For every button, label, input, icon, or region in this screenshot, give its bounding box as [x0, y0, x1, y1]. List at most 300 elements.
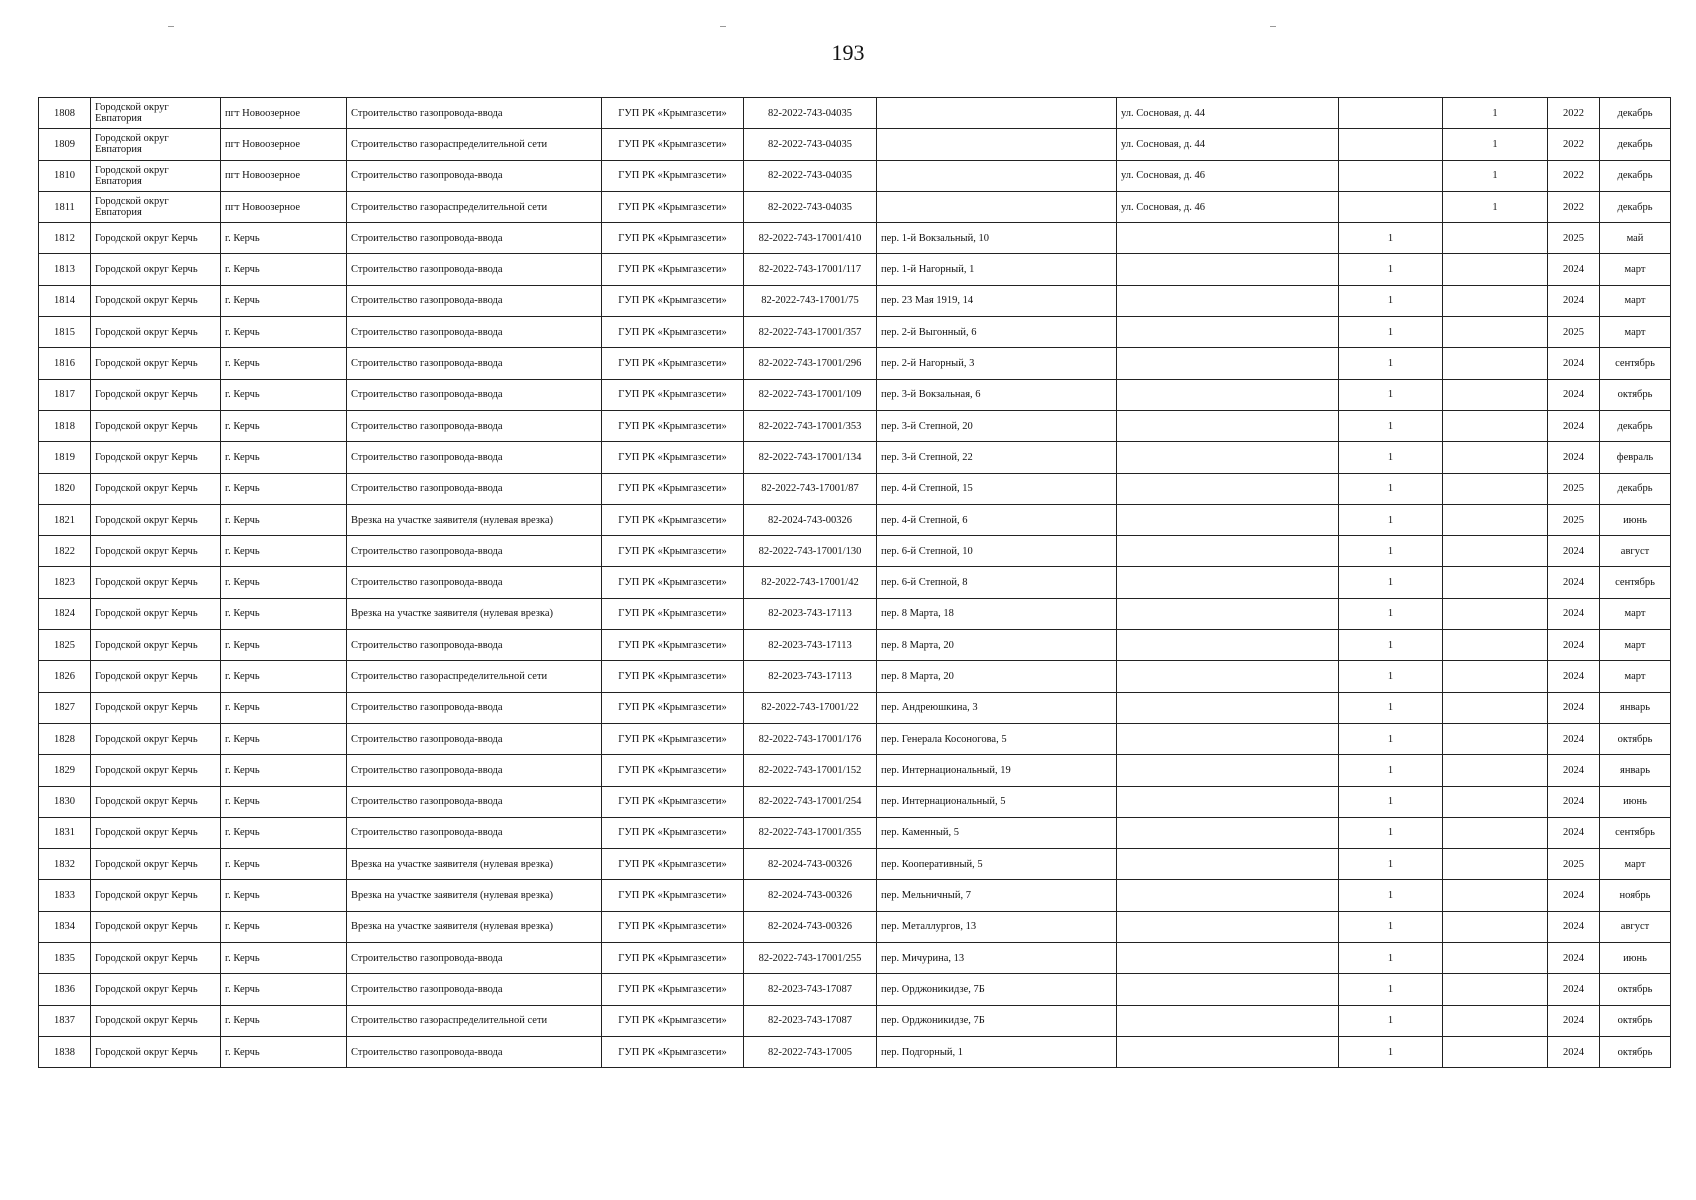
row-number: 1831	[39, 817, 91, 848]
row-number: 1835	[39, 943, 91, 974]
address-cell: пер. Андреюшкина, 3	[877, 692, 1117, 723]
address-cell: пер. 4-й Степной, 6	[877, 504, 1117, 535]
month-cell: январь	[1600, 755, 1671, 786]
work-type-cell: Строительство газопровода-ввода	[347, 1036, 602, 1067]
work-type-cell: Строительство газопровода-ввода	[347, 630, 602, 661]
okrug-cell: Городской округ Керчь	[91, 849, 221, 880]
locality-cell: г. Керчь	[221, 379, 347, 410]
count-cell: 1	[1339, 598, 1443, 629]
locality-cell: пгт Новоозерное	[221, 98, 347, 129]
count-cell: 1	[1339, 786, 1443, 817]
table-row	[39, 379, 1671, 410]
registry-code-cell: 82-2022-743-17001/75	[744, 285, 877, 316]
month-cell: октябрь	[1600, 723, 1671, 754]
row-number: 1826	[39, 661, 91, 692]
row-number: 1811	[39, 191, 91, 222]
organization-cell: ГУП РК «Крымгазсети»	[602, 536, 744, 567]
row-number: 1816	[39, 348, 91, 379]
address-cell	[877, 160, 1117, 191]
address-cell: пер. 8 Марта, 18	[877, 598, 1117, 629]
year-cell: 2022	[1548, 191, 1600, 222]
row-number: 1822	[39, 536, 91, 567]
count-alt-cell	[1443, 410, 1548, 441]
table-row	[39, 160, 1671, 191]
address-alt-cell	[1117, 567, 1339, 598]
registry-code-cell: 82-2023-743-17113	[744, 598, 877, 629]
year-cell: 2025	[1548, 317, 1600, 348]
table-row	[39, 473, 1671, 504]
registry-code-cell: 82-2022-743-17001/357	[744, 317, 877, 348]
address-cell: пер. 1-й Нагорный, 1	[877, 254, 1117, 285]
table-row	[39, 1005, 1671, 1036]
month-cell: ноябрь	[1600, 880, 1671, 911]
row-number: 1809	[39, 129, 91, 160]
table-row	[39, 504, 1671, 535]
address-alt-cell	[1117, 817, 1339, 848]
count-cell: 1	[1339, 317, 1443, 348]
locality-cell: г. Керчь	[221, 504, 347, 535]
okrug-cell: Городской округ Керчь	[91, 880, 221, 911]
address-cell: пер. Мельничный, 7	[877, 880, 1117, 911]
registry-code-cell: 82-2022-743-17001/152	[744, 755, 877, 786]
okrug-cell: Городской округ Керчь	[91, 223, 221, 254]
year-cell: 2024	[1548, 1036, 1600, 1067]
row-number: 1817	[39, 379, 91, 410]
table-row	[39, 786, 1671, 817]
count-cell	[1339, 129, 1443, 160]
year-cell: 2025	[1548, 849, 1600, 880]
count-alt-cell	[1443, 536, 1548, 567]
registry-code-cell: 82-2022-743-17001/176	[744, 723, 877, 754]
table-row	[39, 692, 1671, 723]
address-cell: пер. Подгорный, 1	[877, 1036, 1117, 1067]
month-cell: июнь	[1600, 504, 1671, 535]
count-alt-cell	[1443, 692, 1548, 723]
count-cell: 1	[1339, 880, 1443, 911]
row-number: 1832	[39, 849, 91, 880]
address-cell	[877, 129, 1117, 160]
address-cell: пер. 3-й Степной, 22	[877, 442, 1117, 473]
locality-cell: г. Керчь	[221, 567, 347, 598]
row-number: 1810	[39, 160, 91, 191]
locality-cell: г. Керчь	[221, 348, 347, 379]
work-type-cell: Строительство газопровода-ввода	[347, 223, 602, 254]
year-cell: 2024	[1548, 348, 1600, 379]
okrug-cell: Городской округ Керчь	[91, 567, 221, 598]
registry-code-cell: 82-2022-743-17001/410	[744, 223, 877, 254]
count-cell: 1	[1339, 723, 1443, 754]
work-type-cell: Врезка на участке заявителя (нулевая врезка)	[347, 880, 602, 911]
registry-code-cell: 82-2022-743-17001/22	[744, 692, 877, 723]
address-cell: пер. 6-й Степной, 8	[877, 567, 1117, 598]
okrug-cell: Городской округ Керчь	[91, 285, 221, 316]
count-alt-cell	[1443, 348, 1548, 379]
year-cell: 2024	[1548, 410, 1600, 441]
work-type-cell: Строительство газопровода-ввода	[347, 442, 602, 473]
row-number: 1837	[39, 1005, 91, 1036]
locality-cell: г. Керчь	[221, 410, 347, 441]
table-row	[39, 410, 1671, 441]
year-cell: 2022	[1548, 98, 1600, 129]
organization-cell: ГУП РК «Крымгазсети»	[602, 98, 744, 129]
locality-cell: г. Керчь	[221, 786, 347, 817]
locality-cell: г. Керчь	[221, 974, 347, 1005]
count-alt-cell	[1443, 567, 1548, 598]
okrug-cell: Городской округ Керчь	[91, 817, 221, 848]
table-row	[39, 254, 1671, 285]
count-alt-cell: 1	[1443, 191, 1548, 222]
organization-cell: ГУП РК «Крымгазсети»	[602, 974, 744, 1005]
month-cell: декабрь	[1600, 98, 1671, 129]
count-cell: 1	[1339, 536, 1443, 567]
row-number: 1838	[39, 1036, 91, 1067]
year-cell: 2024	[1548, 442, 1600, 473]
count-alt-cell	[1443, 817, 1548, 848]
year-cell: 2024	[1548, 974, 1600, 1005]
organization-cell: ГУП РК «Крымгазсети»	[602, 786, 744, 817]
locality-cell: г. Керчь	[221, 692, 347, 723]
count-cell: 1	[1339, 755, 1443, 786]
address-alt-cell	[1117, 1036, 1339, 1067]
work-type-cell: Строительство газопровода-ввода	[347, 536, 602, 567]
address-alt-cell	[1117, 1005, 1339, 1036]
count-alt-cell	[1443, 661, 1548, 692]
work-type-cell: Строительство газораспределительной сети	[347, 1005, 602, 1036]
row-number: 1823	[39, 567, 91, 598]
address-cell: пер. 8 Марта, 20	[877, 661, 1117, 692]
row-number: 1828	[39, 723, 91, 754]
row-number: 1834	[39, 911, 91, 942]
address-alt-cell	[1117, 692, 1339, 723]
count-cell: 1	[1339, 285, 1443, 316]
count-alt-cell	[1443, 943, 1548, 974]
year-cell: 2024	[1548, 911, 1600, 942]
year-cell: 2024	[1548, 598, 1600, 629]
address-cell: пер. Орджоникидзе, 7Б	[877, 974, 1117, 1005]
registry-code-cell: 82-2023-743-17113	[744, 661, 877, 692]
month-cell: март	[1600, 630, 1671, 661]
address-cell: пер. 8 Марта, 20	[877, 630, 1117, 661]
table-row	[39, 880, 1671, 911]
work-type-cell: Строительство газопровода-ввода	[347, 755, 602, 786]
organization-cell: ГУП РК «Крымгазсети»	[602, 630, 744, 661]
gasification-schedule-table	[38, 97, 1671, 1068]
locality-cell: г. Керчь	[221, 1036, 347, 1067]
address-cell: пер. Металлургов, 13	[877, 911, 1117, 942]
locality-cell: г. Керчь	[221, 317, 347, 348]
registry-code-cell: 82-2024-743-00326	[744, 849, 877, 880]
address-alt-cell	[1117, 755, 1339, 786]
count-alt-cell	[1443, 1036, 1548, 1067]
count-cell: 1	[1339, 974, 1443, 1005]
month-cell: декабрь	[1600, 191, 1671, 222]
okrug-cell: Городской округ Керчь	[91, 911, 221, 942]
organization-cell: ГУП РК «Крымгазсети»	[602, 755, 744, 786]
month-cell: декабрь	[1600, 160, 1671, 191]
address-alt-cell	[1117, 630, 1339, 661]
registry-code-cell: 82-2022-743-17001/87	[744, 473, 877, 504]
count-alt-cell	[1443, 630, 1548, 661]
registry-code-cell: 82-2023-743-17087	[744, 1005, 877, 1036]
address-cell: пер. Мичурина, 13	[877, 943, 1117, 974]
count-alt-cell	[1443, 285, 1548, 316]
table-row	[39, 849, 1671, 880]
count-alt-cell	[1443, 1005, 1548, 1036]
row-number: 1818	[39, 410, 91, 441]
locality-cell: г. Керчь	[221, 880, 347, 911]
work-type-cell: Строительство газопровода-ввода	[347, 723, 602, 754]
count-alt-cell	[1443, 723, 1548, 754]
scan-speck	[168, 26, 174, 27]
work-type-cell: Врезка на участке заявителя (нулевая врезка)	[347, 504, 602, 535]
address-cell: пер. Интернациональный, 19	[877, 755, 1117, 786]
organization-cell: ГУП РК «Крымгазсети»	[602, 1036, 744, 1067]
month-cell: март	[1600, 254, 1671, 285]
registry-code-cell: 82-2022-743-17005	[744, 1036, 877, 1067]
work-type-cell: Строительство газопровода-ввода	[347, 974, 602, 1005]
registry-code-cell: 82-2022-743-17001/42	[744, 567, 877, 598]
organization-cell: ГУП РК «Крымгазсети»	[602, 348, 744, 379]
address-cell: пер. 6-й Степной, 10	[877, 536, 1117, 567]
organization-cell: ГУП РК «Крымгазсети»	[602, 129, 744, 160]
address-cell: пер. 23 Мая 1919, 14	[877, 285, 1117, 316]
work-type-cell: Строительство газораспределительной сети	[347, 129, 602, 160]
locality-cell: г. Керчь	[221, 442, 347, 473]
registry-code-cell: 82-2022-743-17001/353	[744, 410, 877, 441]
table-row	[39, 911, 1671, 942]
month-cell: октябрь	[1600, 974, 1671, 1005]
address-alt-cell	[1117, 880, 1339, 911]
locality-cell: г. Керчь	[221, 1005, 347, 1036]
month-cell: июнь	[1600, 786, 1671, 817]
count-cell: 1	[1339, 817, 1443, 848]
year-cell: 2024	[1548, 817, 1600, 848]
count-cell	[1339, 160, 1443, 191]
month-cell: январь	[1600, 692, 1671, 723]
address-cell: пер. Каменный, 5	[877, 817, 1117, 848]
year-cell: 2024	[1548, 786, 1600, 817]
address-cell: пер. Генерала Косоногова, 5	[877, 723, 1117, 754]
table-row	[39, 598, 1671, 629]
month-cell: сентябрь	[1600, 348, 1671, 379]
table-row	[39, 129, 1671, 160]
okrug-cell: Городской округ Керчь	[91, 317, 221, 348]
work-type-cell: Строительство газопровода-ввода	[347, 254, 602, 285]
row-number: 1829	[39, 755, 91, 786]
okrug-cell: Городской округ Евпатория	[91, 129, 221, 160]
locality-cell: г. Керчь	[221, 223, 347, 254]
count-alt-cell	[1443, 442, 1548, 473]
address-cell: пер. Орджоникидзе, 7Б	[877, 1005, 1117, 1036]
work-type-cell: Строительство газораспределительной сети	[347, 191, 602, 222]
count-alt-cell	[1443, 504, 1548, 535]
work-type-cell: Врезка на участке заявителя (нулевая врезка)	[347, 598, 602, 629]
organization-cell: ГУП РК «Крымгазсети»	[602, 191, 744, 222]
registry-code-cell: 82-2022-743-17001/109	[744, 379, 877, 410]
count-cell: 1	[1339, 1036, 1443, 1067]
okrug-cell: Городской округ Керчь	[91, 379, 221, 410]
row-number: 1808	[39, 98, 91, 129]
count-cell: 1	[1339, 348, 1443, 379]
locality-cell: г. Керчь	[221, 285, 347, 316]
month-cell: март	[1600, 849, 1671, 880]
registry-code-cell: 82-2022-743-17001/117	[744, 254, 877, 285]
address-cell: пер. 1-й Вокзальный, 10	[877, 223, 1117, 254]
okrug-cell: Городской округ Керчь	[91, 755, 221, 786]
work-type-cell: Строительство газопровода-ввода	[347, 786, 602, 817]
year-cell: 2024	[1548, 536, 1600, 567]
row-number: 1830	[39, 786, 91, 817]
registry-code-cell: 82-2022-743-04035	[744, 98, 877, 129]
month-cell: декабрь	[1600, 473, 1671, 504]
organization-cell: ГУП РК «Крымгазсети»	[602, 567, 744, 598]
address-alt-cell	[1117, 849, 1339, 880]
count-alt-cell: 1	[1443, 98, 1548, 129]
work-type-cell: Врезка на участке заявителя (нулевая врезка)	[347, 849, 602, 880]
address-alt-cell	[1117, 285, 1339, 316]
count-cell: 1	[1339, 473, 1443, 504]
table-row	[39, 755, 1671, 786]
organization-cell: ГУП РК «Крымгазсети»	[602, 379, 744, 410]
month-cell: сентябрь	[1600, 567, 1671, 598]
organization-cell: ГУП РК «Крымгазсети»	[602, 442, 744, 473]
okrug-cell: Городской округ Керчь	[91, 1005, 221, 1036]
organization-cell: ГУП РК «Крымгазсети»	[602, 1005, 744, 1036]
locality-cell: г. Керчь	[221, 723, 347, 754]
count-cell: 1	[1339, 442, 1443, 473]
month-cell: май	[1600, 223, 1671, 254]
row-number: 1813	[39, 254, 91, 285]
registry-code-cell: 82-2022-743-04035	[744, 191, 877, 222]
count-cell: 1	[1339, 692, 1443, 723]
organization-cell: ГУП РК «Крымгазсети»	[602, 817, 744, 848]
address-alt-cell	[1117, 442, 1339, 473]
registry-code-cell: 82-2024-743-00326	[744, 911, 877, 942]
month-cell: октябрь	[1600, 379, 1671, 410]
row-number: 1821	[39, 504, 91, 535]
year-cell: 2024	[1548, 880, 1600, 911]
address-alt-cell	[1117, 723, 1339, 754]
row-number: 1833	[39, 880, 91, 911]
okrug-cell: Городской округ Керчь	[91, 504, 221, 535]
okrug-cell: Городской округ Керчь	[91, 473, 221, 504]
okrug-cell: Городской округ Евпатория	[91, 191, 221, 222]
locality-cell: пгт Новоозерное	[221, 129, 347, 160]
address-cell: пер. 2-й Выгонный, 6	[877, 317, 1117, 348]
month-cell: декабрь	[1600, 410, 1671, 441]
organization-cell: ГУП РК «Крымгазсети»	[602, 254, 744, 285]
okrug-cell: Городской округ Евпатория	[91, 98, 221, 129]
table-body	[39, 98, 1671, 1068]
address-alt-cell: ул. Сосновая, д. 44	[1117, 129, 1339, 160]
address-alt-cell	[1117, 317, 1339, 348]
address-alt-cell: ул. Сосновая, д. 44	[1117, 98, 1339, 129]
count-cell: 1	[1339, 911, 1443, 942]
count-cell: 1	[1339, 504, 1443, 535]
okrug-cell: Городской округ Керчь	[91, 974, 221, 1005]
count-cell: 1	[1339, 379, 1443, 410]
work-type-cell: Строительство газопровода-ввода	[347, 285, 602, 316]
address-alt-cell	[1117, 254, 1339, 285]
work-type-cell: Строительство газопровода-ввода	[347, 348, 602, 379]
address-alt-cell: ул. Сосновая, д. 46	[1117, 191, 1339, 222]
okrug-cell: Городской округ Керчь	[91, 786, 221, 817]
address-cell: пер. 3-й Степной, 20	[877, 410, 1117, 441]
organization-cell: ГУП РК «Крымгазсети»	[602, 692, 744, 723]
count-cell: 1	[1339, 630, 1443, 661]
okrug-cell: Городской округ Керчь	[91, 442, 221, 473]
count-alt-cell	[1443, 598, 1548, 629]
table-row	[39, 348, 1671, 379]
work-type-cell: Строительство газопровода-ввода	[347, 410, 602, 441]
organization-cell: ГУП РК «Крымгазсети»	[602, 849, 744, 880]
table-row	[39, 943, 1671, 974]
month-cell: август	[1600, 911, 1671, 942]
count-alt-cell	[1443, 880, 1548, 911]
year-cell: 2025	[1548, 473, 1600, 504]
table-row	[39, 723, 1671, 754]
organization-cell: ГУП РК «Крымгазсети»	[602, 504, 744, 535]
count-alt-cell	[1443, 849, 1548, 880]
table-row	[39, 536, 1671, 567]
locality-cell: г. Керчь	[221, 943, 347, 974]
table-row	[39, 285, 1671, 316]
month-cell: март	[1600, 598, 1671, 629]
address-alt-cell	[1117, 410, 1339, 441]
work-type-cell: Строительство газопровода-ввода	[347, 379, 602, 410]
year-cell: 2024	[1548, 1005, 1600, 1036]
work-type-cell: Строительство газопровода-ввода	[347, 817, 602, 848]
month-cell: декабрь	[1600, 129, 1671, 160]
locality-cell: г. Керчь	[221, 536, 347, 567]
year-cell: 2024	[1548, 630, 1600, 661]
organization-cell: ГУП РК «Крымгазсети»	[602, 317, 744, 348]
row-number: 1812	[39, 223, 91, 254]
organization-cell: ГУП РК «Крымгазсети»	[602, 943, 744, 974]
work-type-cell: Строительство газопровода-ввода	[347, 317, 602, 348]
count-alt-cell	[1443, 911, 1548, 942]
okrug-cell: Городской округ Керчь	[91, 1036, 221, 1067]
year-cell: 2024	[1548, 692, 1600, 723]
organization-cell: ГУП РК «Крымгазсети»	[602, 880, 744, 911]
year-cell: 2022	[1548, 129, 1600, 160]
address-alt-cell	[1117, 974, 1339, 1005]
scan-speck	[720, 26, 726, 27]
year-cell: 2024	[1548, 943, 1600, 974]
table-row	[39, 974, 1671, 1005]
address-cell: пер. Интернациональный, 5	[877, 786, 1117, 817]
year-cell: 2024	[1548, 723, 1600, 754]
organization-cell: ГУП РК «Крымгазсети»	[602, 223, 744, 254]
year-cell: 2024	[1548, 755, 1600, 786]
table-row	[39, 817, 1671, 848]
work-type-cell: Строительство газопровода-ввода	[347, 160, 602, 191]
registry-code-cell: 82-2024-743-00326	[744, 880, 877, 911]
locality-cell: пгт Новоозерное	[221, 191, 347, 222]
month-cell: июнь	[1600, 943, 1671, 974]
address-cell: пер. 4-й Степной, 15	[877, 473, 1117, 504]
year-cell: 2025	[1548, 223, 1600, 254]
table-row	[39, 223, 1671, 254]
year-cell: 2024	[1548, 661, 1600, 692]
table-row	[39, 98, 1671, 129]
registry-code-cell: 82-2022-743-17001/296	[744, 348, 877, 379]
address-alt-cell	[1117, 943, 1339, 974]
address-alt-cell	[1117, 223, 1339, 254]
scan-speck	[1270, 26, 1276, 27]
month-cell: август	[1600, 536, 1671, 567]
count-alt-cell	[1443, 755, 1548, 786]
